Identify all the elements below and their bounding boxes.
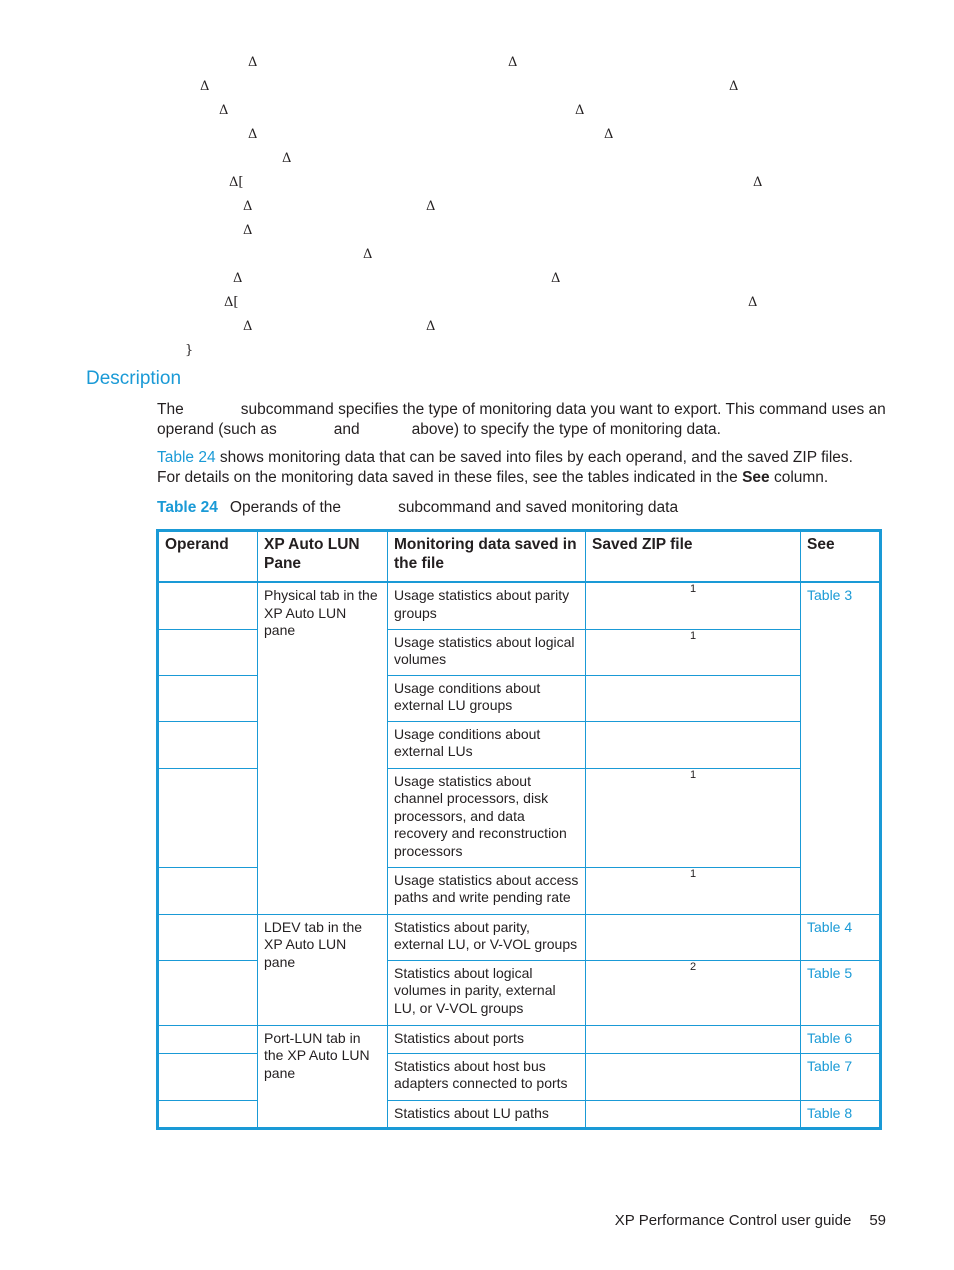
code-glyph: Δ[: [224, 295, 239, 310]
reference-line-1: [157, 448, 887, 468]
table-reference-paragraph: [157, 448, 887, 487]
caption-text-a: Operands of the: [229, 499, 342, 516]
text-shows-monitoring: shows monitoring data that can be saved into files by each operand, and the saved ZIP files.: [215, 449, 853, 466]
text-above-specify: above) to specify the type of monitoring data.: [411, 420, 721, 438]
code-glyph: }: [185, 343, 194, 358]
monitoring-data-cell: Statistics about ports: [388, 1025, 586, 1053]
footnote-marker: 2: [689, 960, 697, 973]
saved-zip-cell: [586, 768, 801, 867]
code-glyph: Δ: [575, 103, 585, 118]
pane-cell: Physical tab in the XP Auto LUN pane: [258, 582, 388, 914]
footnote-marker: 1: [689, 583, 697, 595]
table-caption: [157, 499, 678, 517]
operand-cell: [158, 914, 258, 960]
code-glyph: Δ: [363, 247, 373, 262]
code-glyph: Δ: [426, 319, 436, 334]
code-glyph: Δ: [243, 199, 253, 214]
footnote-marker: 1: [689, 867, 697, 880]
code-glyph: Δ: [200, 79, 210, 94]
code-glyph: Δ: [508, 55, 518, 70]
code-glyph: Δ: [551, 271, 561, 286]
see-table-link[interactable]: Table 3: [801, 582, 881, 914]
description-paragraph: [157, 400, 887, 439]
header-see: See: [801, 531, 881, 583]
table-row: [158, 582, 881, 629]
text-operand-such-as: operand (such as: [157, 420, 277, 438]
footnote-marker: 1: [689, 768, 697, 781]
operand-cell: [158, 629, 258, 675]
operand-cell: [158, 867, 258, 914]
table-header-row: [158, 531, 881, 583]
pane-cell: LDEV tab in the XP Auto LUN pane: [258, 914, 388, 1025]
monitoring-data-cell: Statistics about logical volumes in parity, external LU, or V-VOL groups: [388, 960, 586, 1025]
see-table-link[interactable]: Table 6: [801, 1025, 881, 1053]
monitoring-data-cell: Usage statistics about parity groups: [388, 582, 586, 629]
pane-cell: Port-LUN tab in the XP Auto LUN pane: [258, 1025, 388, 1128]
code-glyph: Δ: [248, 55, 258, 70]
saved-zip-cell: [586, 582, 801, 629]
saved-zip-cell: [586, 675, 801, 721]
page-number: 59: [869, 1212, 886, 1229]
text-column: column.: [769, 468, 829, 486]
code-glyph: Δ: [243, 223, 253, 238]
saved-zip-cell: [586, 867, 801, 914]
operand-cell: [158, 960, 258, 1025]
code-glyph: Δ: [729, 79, 739, 94]
operand-cell: [158, 721, 258, 768]
saved-zip-cell: [586, 1100, 801, 1128]
monitoring-data-cell: Usage conditions about external LUs: [388, 721, 586, 768]
footnote-marker: 1: [689, 629, 697, 642]
see-table-link[interactable]: Table 5: [801, 960, 881, 1025]
description-line-1: [157, 400, 887, 420]
code-glyph: Δ: [753, 175, 763, 190]
monitoring-data-cell: Usage statistics about logical volumes: [388, 629, 586, 675]
operand-cell: [158, 675, 258, 721]
operand-cell: [158, 1053, 258, 1100]
header-operand: Operand: [158, 531, 258, 583]
saved-zip-cell: [586, 1025, 801, 1053]
caption-text-b: subcommand and saved monitoring data: [398, 499, 679, 516]
header-saved-zip: Saved ZIP file: [586, 531, 801, 583]
code-glyph: Δ: [282, 151, 292, 166]
saved-zip-cell: [586, 914, 801, 960]
page-footer: [615, 1212, 886, 1229]
operand-cell: [158, 1100, 258, 1128]
table-body: [158, 582, 881, 1128]
see-table-link[interactable]: Table 8: [801, 1100, 881, 1128]
monitoring-data-cell: Statistics about LU paths: [388, 1100, 586, 1128]
see-table-link[interactable]: Table 4: [801, 914, 881, 960]
section-heading-description: Description: [86, 368, 182, 389]
see-table-link[interactable]: Table 7: [801, 1053, 881, 1100]
header-monitoring-data: Monitoring data saved in the file: [388, 531, 586, 583]
saved-zip-cell: [586, 721, 801, 768]
code-glyph: Δ[: [229, 175, 244, 190]
text-subcommand-specifies: subcommand specifies the type of monitoring data you want to export. This command uses an: [240, 401, 886, 418]
saved-zip-cell: [586, 960, 801, 1025]
code-glyph: Δ: [604, 127, 614, 142]
monitoring-data-cell: Statistics about host bus adapters connected to ports: [388, 1053, 586, 1100]
table-row: [158, 1025, 881, 1053]
text-for-details: For details on the monitoring data saved in these files, see the tables indicated in the: [157, 468, 743, 486]
caption-number: Table 24: [157, 499, 218, 516]
text-the: The: [157, 401, 184, 418]
text-and: and: [333, 420, 360, 438]
operands-table: [156, 529, 882, 1130]
code-glyph: Δ: [748, 295, 758, 310]
reference-line-2: [157, 468, 887, 488]
code-glyph: Δ: [219, 103, 229, 118]
code-glyph: Δ: [248, 127, 258, 142]
operand-cell: [158, 582, 258, 629]
table-row: [158, 914, 881, 960]
code-glyph: Δ: [243, 319, 253, 334]
monitoring-data-cell: Statistics about parity, external LU, or V-VOL groups: [388, 914, 586, 960]
code-glyph: Δ: [233, 271, 243, 286]
footer-title: XP Performance Control user guide: [614, 1212, 852, 1229]
saved-zip-cell: [586, 629, 801, 675]
operand-cell: [158, 768, 258, 867]
description-line-2: [157, 420, 887, 440]
table-24-link[interactable]: Table 24: [157, 449, 216, 466]
text-see-bold: See: [742, 468, 770, 486]
code-glyph: Δ: [426, 199, 436, 214]
saved-zip-cell: [586, 1053, 801, 1100]
header-pane: XP Auto LUN Pane: [258, 531, 388, 583]
monitoring-data-cell: Usage statistics about access paths and write pending rate: [388, 867, 586, 914]
operand-cell: [158, 1025, 258, 1053]
monitoring-data-cell: Usage conditions about external LU groups: [388, 675, 586, 721]
monitoring-data-cell: Usage statistics about channel processors, disk processors, and data recovery and reconstruction processors: [388, 768, 586, 867]
